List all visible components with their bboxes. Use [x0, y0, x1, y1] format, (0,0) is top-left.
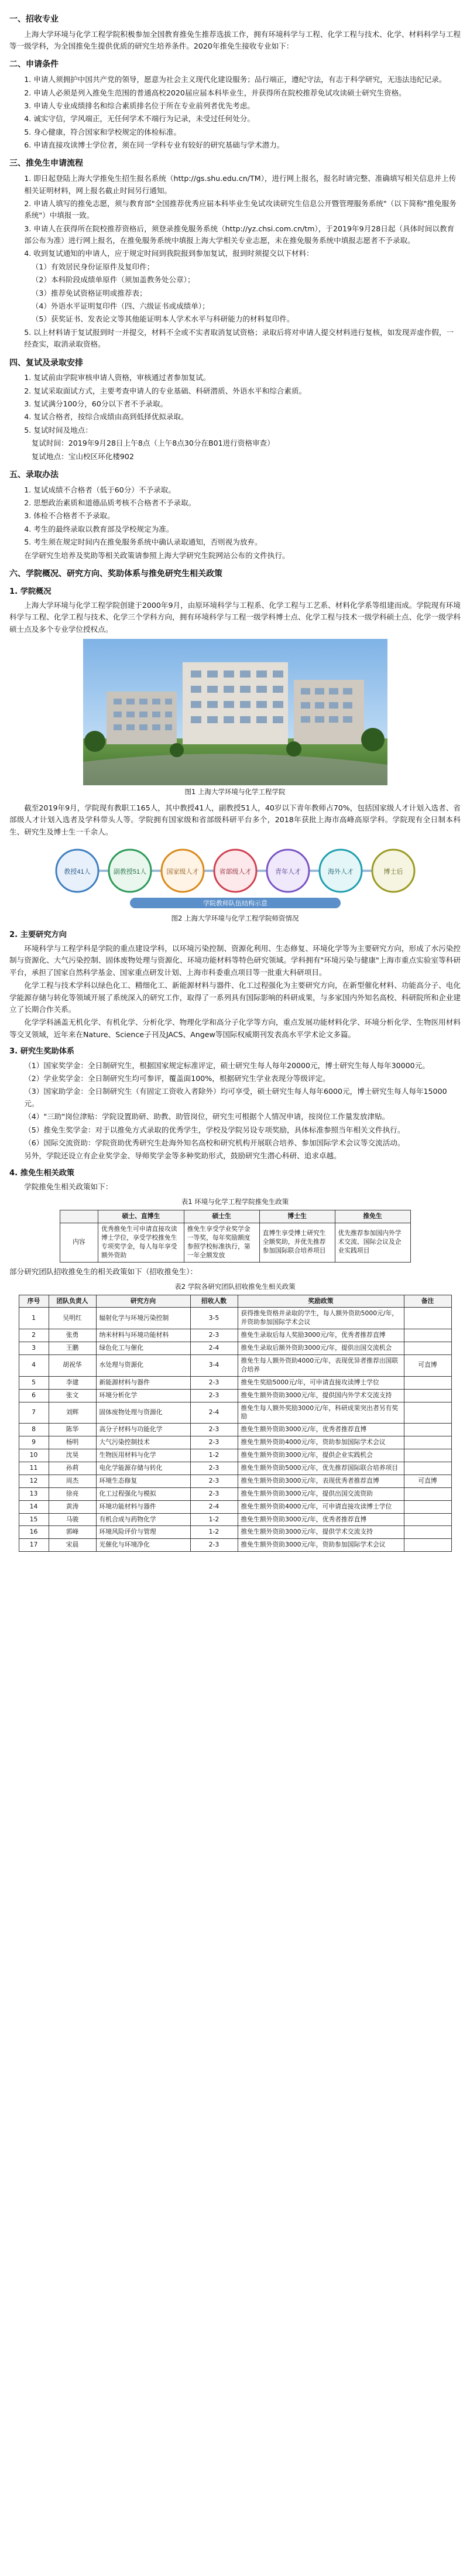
- faculty-diagram: [48, 841, 423, 912]
- interview-time: 复试时间：2019年9月28日上午8点（上午8点30分在B01进行资格审查）: [31, 439, 275, 448]
- table-2-title: 表2 学院各研究团队招收推免生相关政策: [174, 1282, 296, 1291]
- s5-item: 2. 思想政治素质和道德品质考核不合格者不予录取。: [24, 498, 196, 508]
- table-cell: 推免生额外资助3000元/年，优秀者推荐直博: [238, 1513, 404, 1526]
- table-cell: 高分子材料与功能化学: [96, 1424, 190, 1436]
- policy-cell: 直博生享受博士研究生全额奖助，并优先推荐参加国际联合培养项目: [259, 1223, 335, 1262]
- section-1-text: 上海大学环境与化学工程学院积极参加全国教育推免生推荐选拔工作，拥有环境科学与工程、化学工程与技术、化学、材料科学与工程等一级学科，为全国推免生提供优质的研究生培养条件。2020年推免生接收专业如下：: [9, 29, 461, 51]
- header-cell: 博士生: [259, 1210, 335, 1223]
- table-row: [19, 1389, 451, 1402]
- funding-title: 3. 研究生奖助体系: [9, 1047, 75, 1056]
- s3-subitem: （5）获奖证书、发表论文等其他能证明本人学术水平与科研能力的材料复印件。: [31, 314, 294, 324]
- table-cell: 环境生态修复: [96, 1475, 190, 1487]
- table-cell: 2-3: [190, 1389, 238, 1402]
- section-6-title: 六、学院概况、研究方向、奖助体系与推免研究生相关政策: [9, 569, 222, 579]
- table-cell: 辐射化学与环境污染控制: [96, 1308, 190, 1329]
- table-cell: 2-4: [190, 1342, 238, 1355]
- table-cell: 固体废物处理与资源化: [96, 1402, 190, 1424]
- table-cell: [404, 1526, 451, 1539]
- table-cell: 马骏: [49, 1513, 96, 1526]
- faculty-node-label: 青年人才: [275, 868, 301, 876]
- table-cell: 陈华: [49, 1424, 96, 1436]
- s4-item: 4. 复试合格者，按综合成绩由高到低择优拟录取。: [24, 412, 188, 422]
- table-row: [19, 1526, 451, 1539]
- table-cell: 推免生额外资助3000元/年，提供出国交流资助: [238, 1487, 404, 1500]
- table-cell: 1-2: [190, 1513, 238, 1526]
- table-cell: [404, 1342, 451, 1355]
- policy-title: 4. 推免生相关政策: [9, 1168, 75, 1178]
- table-cell: 2-3: [190, 1487, 238, 1500]
- table-row: [19, 1436, 451, 1449]
- table-cell: 1-2: [190, 1526, 238, 1539]
- table-1-title: 表1 环境与化学工程学院推免生政策: [181, 1198, 289, 1206]
- faculty-node-label: 博士后: [383, 868, 403, 876]
- s2-item: 3. 申请人专业成绩排名和综合素质排名位于所在专业前列者优先考虑。: [24, 101, 255, 110]
- table-cell: 推免生每人额外奖励3000元/年，科研成果突出者另有奖励: [238, 1402, 404, 1424]
- research-env-text: 环境科学与工程学科是学院的重点建设学科，以环境污染控制、资源化利用、生态修复、环境化学等为主要研究方向，形成了水污染控制与资源化、大气污染控制、固体废物处理与资源化、环境功能材料等特色研究领域。学科拥有"环境污染与健康"上海市重点实验室等科研平台，承担了国家自然科学基金、国家重点研发计划、上海市科委重点项目等一批重大科研项目。: [9, 944, 461, 977]
- s2-item: 1. 申请人须拥护中国共产党的领导，愿意为社会主义现代化建设服务；品行端正，遵纪守法，有志于科学研究，无违法违纪记录。: [24, 75, 447, 84]
- header-cell: 硕士、直博生: [98, 1210, 184, 1223]
- s4-item: 5. 复试时间及地点：: [24, 425, 92, 435]
- header-cell: 序号: [19, 1295, 49, 1308]
- table-cell: [404, 1462, 451, 1475]
- college-faculty-text: 截至2019年9月，学院现有教职工165人，其中教授41人，副教授51人，40岁以下青年教师占70%，包括国家级人才计划入选者、省部级人才计划入选者及学科带头人等。学院拥有国家级和省部级科研平台多个，2018年获批上海市高峰高原学科。学院现有全日制本科生、研究生及博士生一千余人。: [9, 803, 461, 836]
- policy-table-row: [60, 1223, 410, 1262]
- table-cell: 3-4: [190, 1354, 238, 1376]
- research-chem-text: 化学学科涵盖无机化学、有机化学、分析化学、物理化学和高分子化学等方向，重点发展功能材料化学、环境分析化学、生物医用材料等交叉领域，近年来在Nature、Science子刊及JACS、Angew等国际权威期刊发表高水平学术论文多篇。: [9, 1018, 461, 1039]
- s3-subitem: （4）外语水平证明复印件（四、六级证书或成绩单）；: [31, 302, 210, 311]
- table-cell: 推免生额外资助5000元/年，优先推荐国际联合培养项目: [238, 1462, 404, 1475]
- table-cell: 刘辉: [49, 1402, 96, 1424]
- table-cell: 5: [19, 1376, 49, 1389]
- table-cell: 黄涛: [49, 1500, 96, 1513]
- header-cell: 硕士生: [184, 1210, 259, 1223]
- funding-note: 另外，学院还设立有企业奖学金、导师奖学金等多种奖助形式，鼓励研究生潜心科研、追求卓越。: [24, 1151, 341, 1161]
- s3-item: 3. 申请人在获得所在院校推荐资格后，须登录推免服务系统（http://yz.chsi.com.cn/tm），于2019年9月28日起（具体时间以教育部公布为准）进行网上报名，在推免服务系统中填报上海大学相关专业志愿，未在推免服务系统中填报志愿者不予录取。: [24, 224, 455, 245]
- table-cell: 电化学能源存储与转化: [96, 1462, 190, 1475]
- policy-table-header: [60, 1210, 410, 1223]
- faculty-node: [214, 850, 256, 892]
- table-cell: 推免生额外资助4000元/年，资助参加国际学术会议: [238, 1436, 404, 1449]
- faculty-node: [109, 850, 151, 892]
- campus-figure: [9, 639, 461, 798]
- funding-item: （1）国家奖学金：全日制研究生，根据国家规定标准评定，硕士研究生每人每年20000元，博士研究生每人每年30000元。: [24, 1060, 430, 1070]
- s3-subitem: （2）本科阶段成绩单原件（须加盖教务处公章）；: [31, 275, 195, 285]
- faculty-node: [56, 850, 98, 892]
- s3-note: 5. 以上材料请于复试报到时一并提交，材料不全或不实者取消复试资格；录取后将对申请人提交材料进行复核，如发现弄虚作假，一经查实，取消录取资格。: [24, 327, 454, 349]
- table-cell: 1-2: [190, 1449, 238, 1462]
- table-row: [19, 1500, 451, 1513]
- s5-note: 在学研究生培养及奖助等相关政策请参照上海大学研究生院网站公布的文件执行。: [24, 550, 290, 560]
- table-cell: [404, 1513, 451, 1526]
- faculty-node-label: 海外人才: [327, 868, 354, 876]
- section-4-title: 四、复试及录取安排: [9, 358, 83, 368]
- table-cell: 6: [19, 1389, 49, 1402]
- table-cell: 化工过程强化与模拟: [96, 1487, 190, 1500]
- s4-item: 2. 复试采取面试方式，主要考查申请人的专业基础、科研潜质、外语水平和综合素质。: [24, 386, 307, 395]
- table-cell: 推免生额外资助3000元/年，资助参加国际学术会议: [238, 1539, 404, 1552]
- table-cell: 推免生录取后每人奖励3000元/年，优秀者推荐直博: [238, 1329, 404, 1342]
- figure-1-caption: 图1 上海大学环境与化学工程学院: [184, 788, 286, 796]
- table-row: [19, 1449, 451, 1462]
- funding-item: （5）推免生奖学金：对于以推免方式录取的优秀学生，学校及学院另设专项奖励，具体标准参照当年相关文件执行。: [24, 1125, 405, 1134]
- faculty-node: [267, 850, 309, 892]
- faculty-node-label: 省部级人才: [219, 868, 251, 876]
- table-cell: 郭峰: [49, 1526, 96, 1539]
- team-table: [19, 1295, 452, 1552]
- header-cell: [60, 1210, 98, 1223]
- funding-item: （4）"三助"岗位津贴：学院设置助研、助教、助管岗位，研究生可根据个人情况申请，按岗位工作量发放津贴。: [24, 1112, 390, 1121]
- s3-item: 2. 申请人填写的推免志愿，须与教育部"全国推荐优秀应届本科毕业生免试攻读研究生信息公开暨管理服务系统"（以下简称"推免服务系统"）中填报一致。: [24, 199, 457, 220]
- table-cell: 纳米材料与环境功能材料: [96, 1329, 190, 1342]
- row-label: 内容: [60, 1223, 98, 1262]
- table-cell: 推免生每人额外资助4000元/年，表现优异者推荐出国联合培养: [238, 1354, 404, 1376]
- figure-2-caption: 图2 上海大学环境与化学工程学院师资情况: [171, 914, 299, 923]
- policy-cell: 优秀推免生可申请直接攻读博士学位，享受学校推免生专项奖学金，每人每年享受额外资助: [98, 1223, 184, 1262]
- table-cell: 获得推免资格并录取的学生，每人额外资助5000元/年，并资助参加国际学术会议: [238, 1308, 404, 1329]
- s3-subitem: （3）推荐免试资格证明或推荐表；: [31, 288, 147, 297]
- table-row: [19, 1354, 451, 1376]
- table-row: [19, 1462, 451, 1475]
- table-cell: 13: [19, 1487, 49, 1500]
- policy-cell: 优先推荐参加国内外学术交流、国际会议及企业实践项目: [335, 1223, 410, 1262]
- table-row: [19, 1513, 451, 1526]
- table-cell: 孙莉: [49, 1462, 96, 1475]
- s5-item: 1. 复试成绩不合格者（低于60分）不予录取。: [24, 485, 176, 494]
- table-cell: 环境功能材料与器件: [96, 1500, 190, 1513]
- funding-item: （3）国家助学金：全日制研究生（有固定工资收入者除外）均可享受，硕士研究生每人每年6000元，博士研究生每人每年15000元。: [24, 1087, 447, 1108]
- faculty-node: [320, 850, 362, 892]
- table-cell: 生物医用材料与化学: [96, 1449, 190, 1462]
- s3-subitem: （1）有效居民身份证原件及复印件；: [31, 262, 155, 271]
- table-cell: 14: [19, 1500, 49, 1513]
- table-cell: 有机合成与药物化学: [96, 1513, 190, 1526]
- table-row: [19, 1376, 451, 1389]
- table-cell: 2-3: [190, 1539, 238, 1552]
- college-overview-text: 上海大学环境与化学工程学院创建于2000年9月，由原环境科学与工程系、化学工程与工艺系、材料化学系等组建而成。学院现有环境科学与工程、化学工程与技术、化学三个学科方向，拥有环境科学与工程一级学科博士点、化学工程与技术一级学科硕士点、化学一级学科硕士点及多个专业学位授权点。: [9, 601, 461, 634]
- table-cell: 张文: [49, 1389, 96, 1402]
- faculty-summary-label: 学院教师队伍结构示意: [203, 900, 267, 908]
- table-cell: [404, 1500, 451, 1513]
- faculty-node: [162, 850, 204, 892]
- table-row: [19, 1539, 451, 1552]
- table-cell: 1: [19, 1308, 49, 1329]
- campus-photo: [83, 639, 387, 785]
- table-cell: [404, 1449, 451, 1462]
- table-cell: 2-3: [190, 1462, 238, 1475]
- header-cell: 推免生: [335, 1210, 410, 1223]
- faculty-node: [372, 850, 414, 892]
- faculty-figure: [9, 841, 461, 924]
- table-cell: 水处理与资源化: [96, 1354, 190, 1376]
- college-overview-title: 1. 学院概况: [9, 587, 52, 596]
- table-cell: 17: [19, 1539, 49, 1552]
- s5-item: 4. 考生的最终录取以教育部及学校规定为准。: [24, 524, 174, 533]
- table-cell: 绿色化工与催化: [96, 1342, 190, 1355]
- table-cell: 2: [19, 1329, 49, 1342]
- s5-item: 3. 体检不合格者不予录取。: [24, 511, 115, 521]
- table-cell: 15: [19, 1513, 49, 1526]
- table-cell: 沈昊: [49, 1449, 96, 1462]
- table-cell: 12: [19, 1475, 49, 1487]
- table-cell: 推免生额外资助3000元/年，优秀者推荐直博: [238, 1424, 404, 1436]
- table-row: [19, 1342, 451, 1355]
- policy-intro: 学院推免生相关政策如下：: [24, 1182, 113, 1192]
- table-cell: 3: [19, 1342, 49, 1355]
- table-cell: [404, 1487, 451, 1500]
- s5-item: 5. 考生须在规定时间内在推免服务系统中确认录取通知，否则视为放弃。: [24, 538, 262, 547]
- table-cell: 可直博: [404, 1475, 451, 1487]
- table-row: [19, 1329, 451, 1342]
- table-row: [19, 1487, 451, 1500]
- research-chem-eng-text: 化学工程与技术学科以绿色化工、精细化工、新能源材料与器件、化工过程强化为主要研究方向，在新型催化材料、功能高分子、电化学能源存储与转化等领域开展了系统深入的研究工作，取得了一系列具有国际影响的科研成果，与多家国内外知名高校、科研院所和企业建立了长期合作关系。: [9, 981, 461, 1014]
- header-cell: 奖励政策: [238, 1295, 404, 1308]
- table-cell: 2-3: [190, 1424, 238, 1436]
- section-1-title: 一、招收专业: [9, 15, 59, 24]
- funding-item: （6）国际交流资助：学院资助优秀研究生赴海外知名高校和研究机构开展联合培养、参加国际学术会议等交流活动。: [24, 1138, 405, 1147]
- policy-table: [60, 1210, 411, 1262]
- table-row: [19, 1475, 451, 1487]
- header-cell: 招收人数: [190, 1295, 238, 1308]
- table-cell: 大气污染控制技术: [96, 1436, 190, 1449]
- table-cell: 吴明红: [49, 1308, 96, 1329]
- table-cell: 宋晨: [49, 1539, 96, 1552]
- faculty-node-label: 教授41人: [63, 868, 91, 876]
- header-cell: 研究方向: [96, 1295, 190, 1308]
- funding-item: （2）学业奖学金：全日制研究生均可参评，覆盖面100%，根据研究生学业表现分等级评定。: [24, 1073, 330, 1083]
- section-2-title: 二、申请条件: [9, 60, 59, 70]
- s2-item: 5. 身心健康，符合国家和学校规定的体检标准。: [24, 127, 181, 136]
- table-cell: [404, 1329, 451, 1342]
- interview-place: 复试地点：宝山校区环化楼902: [31, 451, 134, 461]
- table-cell: 新能源材料与器件: [96, 1376, 190, 1389]
- table-cell: 光催化与环境净化: [96, 1539, 190, 1552]
- table-cell: [404, 1376, 451, 1389]
- table-cell: 16: [19, 1526, 49, 1539]
- team-table-header: [19, 1295, 451, 1308]
- table-cell: 4: [19, 1354, 49, 1376]
- table-cell: [404, 1389, 451, 1402]
- table-cell: 推免生额外资助3000元/年，表现优秀者推荐直博: [238, 1475, 404, 1487]
- header-cell: 团队负责人: [49, 1295, 96, 1308]
- table-cell: 9: [19, 1436, 49, 1449]
- table-2-intro: 部分研究团队招收推免生的相关政策如下（招收推免生）：: [9, 1267, 198, 1276]
- table-cell: 3-5: [190, 1308, 238, 1329]
- table-cell: 杨明: [49, 1436, 96, 1449]
- faculty-node-label: 副教授51人: [113, 868, 146, 876]
- header-cell: 备注: [404, 1295, 451, 1308]
- table-cell: 10: [19, 1449, 49, 1462]
- table-cell: 8: [19, 1424, 49, 1436]
- s4-item: 3. 复试满分100分，60分以下者不予录取。: [24, 399, 168, 409]
- table-cell: 徐亮: [49, 1487, 96, 1500]
- table-cell: 胡祝华: [49, 1354, 96, 1376]
- table-cell: 推免生额外资助3000元/年，提供企业实践机会: [238, 1449, 404, 1462]
- table-cell: [404, 1308, 451, 1329]
- s2-item: 4. 诚实守信，学风端正，无任何学术不端行为记录，未受过任何处分。: [24, 114, 255, 124]
- table-cell: 7: [19, 1402, 49, 1424]
- table-cell: 环境风险评价与管理: [96, 1526, 190, 1539]
- s3-item: 4. 收到复试通知的申请人，应于规定时间到我院报到参加复试，报到时须提交以下材料：: [24, 249, 314, 258]
- table-cell: 王鹏: [49, 1342, 96, 1355]
- table-cell: [404, 1424, 451, 1436]
- table-cell: [404, 1539, 451, 1552]
- table-cell: 推免生奖励5000元/年，可申请直接攻读博士学位: [238, 1376, 404, 1389]
- table-cell: 2-3: [190, 1475, 238, 1487]
- table-cell: [404, 1402, 451, 1424]
- table-cell: 李建: [49, 1376, 96, 1389]
- table-cell: 张勇: [49, 1329, 96, 1342]
- research-directions-title: 2. 主要研究方向: [9, 930, 67, 939]
- table-cell: 周杰: [49, 1475, 96, 1487]
- table-cell: 可直博: [404, 1354, 451, 1376]
- table-cell: 11: [19, 1462, 49, 1475]
- table-cell: 2-4: [190, 1500, 238, 1513]
- section-5-title: 五、录取办法: [9, 470, 59, 480]
- table-row: [19, 1308, 451, 1329]
- table-cell: 推免生额外资助3000元/年，提供学术交流支持: [238, 1526, 404, 1539]
- s2-item: 6. 申请直接攻读博士学位者，须在同一学科专业有较好的研究基础与学术潜力。: [24, 141, 284, 150]
- s2-item: 2. 申请人必须是列入推免生范围的普通高校2020届应届本科毕业生，并获得所在院校推荐免试攻读硕士研究生资格。: [24, 88, 406, 97]
- s4-item: 1. 复试前由学院审核申请人资格，审核通过者参加复试。: [24, 373, 211, 382]
- table-cell: 2-3: [190, 1376, 238, 1389]
- section-3-title: 三、推免生申请流程: [9, 159, 83, 169]
- table-cell: 2-3: [190, 1436, 238, 1449]
- table-row: [19, 1424, 451, 1436]
- table-cell: 2-4: [190, 1402, 238, 1424]
- table-cell: 推免生额外资助3000元/年，提供国内外学术交流支持: [238, 1389, 404, 1402]
- faculty-node-label: 国家级人才: [166, 868, 198, 876]
- table-cell: 推免生额外资助4000元/年，可申请直接攻读博士学位: [238, 1500, 404, 1513]
- table-cell: 2-3: [190, 1329, 238, 1342]
- s3-item: 1. 即日起登陆上海大学推免生招生报名系统（http://gs.shu.edu.cn/TM），进行网上报名，报名时请完整、准确填写相关信息并上传相关证明材料，网上报名截止时间另行通知。: [24, 174, 457, 195]
- table-cell: 环境分析化学: [96, 1389, 190, 1402]
- table-row: [19, 1402, 451, 1424]
- policy-cell: 推免生享受学业奖学金一等奖，每年奖励额度参照学校标准执行，第一年全额发放: [184, 1223, 259, 1262]
- table-cell: 推免生录取后额外资助3000元/年，提供出国交流机会: [238, 1342, 404, 1355]
- table-cell: [404, 1436, 451, 1449]
